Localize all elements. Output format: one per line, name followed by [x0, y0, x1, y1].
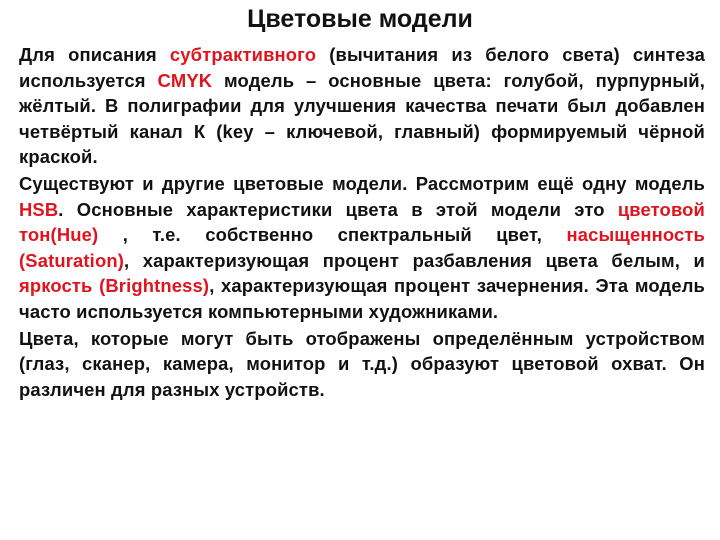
highlighted-term: яркость (Brightness) [19, 275, 210, 297]
body-text: Для описания [19, 44, 170, 65]
slide-body [19, 42, 705, 403]
highlighted-term: субтрактивного [169, 44, 317, 65]
paragraph-hsb [19, 171, 705, 325]
body-text: , характеризующая процент зачернения. Эта модель часто используется компьютерными художниками. [19, 275, 705, 322]
paragraph-cmyk [19, 42, 705, 170]
body-text: , характеризующая процент разбавления цвета белым, и [124, 249, 705, 271]
paragraph-gamut [19, 326, 705, 403]
body-text: , т.е. собственно спектральный цвет, [98, 224, 567, 246]
highlighted-term: CMYK [157, 69, 213, 91]
highlighted-term: цветовой тон(Hue) [19, 198, 705, 246]
body-text: Существуют и другие цветовые модели. Рассмотрим ещё одну модель [19, 172, 705, 194]
body-text: модель – основные цвета: голубой, пурпурный, жёлтый. В полиграфии для улучшения качества печати был добавлен четвёртый канал К (key – ключевой, главный) формируемый чёрной краской. [19, 69, 705, 168]
body-text: (вычитания из белого света) синтеза используется [19, 44, 705, 91]
body-text: . Основные характеристики цвета в этой модели это [58, 198, 618, 220]
highlighted-term: насыщенность (Saturation) [19, 224, 705, 271]
highlighted-term: HSB [19, 198, 59, 220]
slide-title: Цветовые модели [247, 5, 473, 33]
body-text: Цвета, которые могут быть отображены определённым устройством (глаз, сканер, камера, монитор и т.д.) образуют цветовой охват. Он различен для разных устройств. [19, 327, 705, 400]
